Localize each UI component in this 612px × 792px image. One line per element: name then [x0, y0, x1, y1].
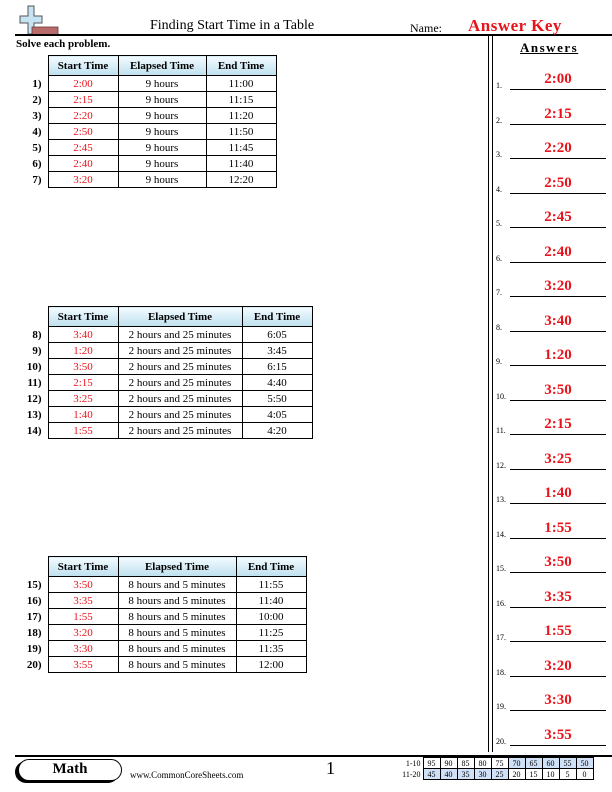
problem-number: 4) [32, 125, 42, 138]
score-cell: 65 [525, 758, 542, 769]
answer-item [496, 588, 606, 608]
start-time-cell: 3:50 [48, 577, 118, 593]
start-time-header: Start Time [48, 557, 118, 577]
problem-number: 10) [26, 360, 42, 373]
answer-item [496, 450, 606, 470]
elapsed-time-cell: 2 hours and 25 minutes [118, 407, 242, 423]
start-time-cell: 2:00 [48, 76, 118, 92]
answer-item [496, 105, 606, 125]
problem-table-1 [20, 55, 277, 188]
answer-number: 16. [496, 598, 506, 608]
problem-number: 5) [32, 141, 42, 154]
answer-value: 1:55 [544, 623, 572, 639]
answer-value: 1:40 [544, 485, 572, 501]
answer-number: 5. [496, 219, 502, 228]
problem-number: 2) [32, 93, 42, 106]
answer-blank [510, 158, 606, 159]
answer-item [496, 519, 606, 539]
instructions: Solve each problem. [16, 38, 111, 50]
elapsed-time-cell: 9 hours [118, 124, 206, 140]
start-time-cell: 1:40 [48, 407, 118, 423]
plus-logo-icon [15, 5, 60, 35]
elapsed-time-header: Elapsed Time [118, 56, 206, 76]
problem-table-3 [20, 556, 307, 673]
score-cell: 20 [508, 769, 525, 780]
end-time-cell: 11:40 [236, 593, 306, 609]
answer-blank [510, 503, 606, 504]
end-time-cell: 5:50 [242, 391, 312, 407]
site-url: www.CommonCoreSheets.com [130, 770, 244, 780]
answer-value: 3:55 [544, 726, 572, 743]
problem-number: 13) [26, 408, 42, 421]
answer-item [496, 622, 606, 642]
elapsed-time-cell: 8 hours and 5 minutes [118, 641, 236, 657]
score-cell: 80 [474, 758, 491, 769]
answer-number: 7. [496, 288, 502, 297]
end-time-cell: 4:20 [242, 423, 312, 439]
answer-blank [510, 745, 606, 746]
score-cell: 55 [559, 758, 576, 769]
name-label: Name: [410, 21, 442, 35]
table-row [20, 327, 312, 343]
answer-blank [510, 331, 606, 332]
answer-blank [510, 400, 606, 401]
elapsed-time-cell: 9 hours [118, 140, 206, 156]
end-time-cell: 4:40 [242, 375, 312, 391]
answer-number: 4. [496, 184, 502, 194]
score-cell: 45 [423, 769, 440, 780]
score-cell: 90 [440, 758, 457, 769]
problem-number: 20) [26, 658, 42, 671]
table-row [20, 391, 312, 407]
score-cell: 35 [457, 769, 474, 780]
start-time-cell: 2:15 [48, 92, 118, 108]
answer-blank [510, 365, 606, 366]
elapsed-time-cell: 8 hours and 5 minutes [118, 577, 236, 593]
answer-value: 3:40 [544, 312, 572, 329]
answer-item [496, 139, 606, 159]
problem-number: 7) [32, 173, 42, 186]
problem-number: 8) [32, 328, 42, 341]
answer-item [496, 346, 606, 366]
answers-title: Answers [520, 40, 579, 55]
answer-value: 3:20 [544, 278, 572, 294]
answer-item [496, 70, 606, 90]
table-row [20, 641, 306, 657]
answer-item [496, 415, 606, 435]
elapsed-time-cell: 9 hours [118, 156, 206, 172]
answer-value: 1:55 [544, 519, 572, 536]
elapsed-time-cell: 8 hours and 5 minutes [118, 609, 236, 625]
blank-header [20, 557, 48, 577]
answer-number: 18. [496, 667, 506, 677]
problem-number: 18) [26, 626, 42, 639]
end-time-cell: 4:05 [242, 407, 312, 423]
score-cell: 15 [525, 769, 542, 780]
start-time-cell: 1:55 [48, 609, 118, 625]
start-time-cell: 3:30 [48, 641, 118, 657]
table-row [20, 625, 306, 641]
score-cell: 60 [542, 758, 559, 769]
table-row [20, 375, 312, 391]
start-time-cell: 2:40 [48, 156, 118, 172]
answer-blank [510, 89, 606, 90]
answer-item [496, 553, 606, 573]
answer-value: 3:50 [544, 381, 572, 398]
table-row [20, 359, 312, 375]
score-cell: 5 [559, 769, 576, 780]
table-row [20, 593, 306, 609]
end-time-cell: 11:35 [236, 641, 306, 657]
table-row [20, 343, 312, 359]
answer-number: 13. [496, 495, 506, 504]
answer-value: 3:20 [544, 657, 572, 674]
answer-item [496, 312, 606, 332]
start-time-cell: 3:40 [48, 327, 118, 343]
start-time-cell: 3:20 [48, 625, 118, 641]
answer-number: 15. [496, 564, 506, 573]
answer-number: 2. [496, 115, 502, 125]
elapsed-time-cell: 9 hours [118, 76, 206, 92]
end-time-cell: 12:20 [206, 172, 276, 188]
score-cell: 25 [491, 769, 508, 780]
answer-item [496, 484, 606, 504]
table-row [20, 172, 276, 188]
answer-value: 2:20 [544, 140, 572, 156]
worksheet-title: Finding Start Time in a Table [150, 18, 315, 33]
table-row [20, 124, 276, 140]
end-time-cell: 11:55 [236, 577, 306, 593]
problem-number: 12) [26, 392, 42, 405]
answer-value: 2:45 [544, 209, 572, 225]
name-value: Answer Key [468, 16, 562, 35]
answer-item [496, 657, 606, 677]
elapsed-time-cell: 2 hours and 25 minutes [118, 375, 242, 391]
table-row [20, 657, 306, 673]
answer-item [496, 691, 606, 711]
start-time-cell: 2:15 [48, 375, 118, 391]
elapsed-time-cell: 8 hours and 5 minutes [118, 593, 236, 609]
answer-value: 3:30 [544, 692, 572, 708]
elapsed-time-cell: 9 hours [118, 108, 206, 124]
answer-blank [510, 538, 606, 539]
answer-blank [510, 262, 606, 263]
table-row [20, 156, 276, 172]
elapsed-time-cell: 2 hours and 25 minutes [118, 343, 242, 359]
end-time-cell: 11:25 [236, 625, 306, 641]
blank-header [20, 56, 48, 76]
table-row [20, 140, 276, 156]
end-time-cell: 10:00 [236, 609, 306, 625]
start-time-header: Start Time [48, 56, 118, 76]
score-cell: 10 [542, 769, 559, 780]
elapsed-time-header: Elapsed Time [118, 307, 242, 327]
score-cell: 85 [457, 758, 474, 769]
start-time-cell: 3:55 [48, 657, 118, 673]
problem-number: 1) [32, 77, 42, 90]
answer-value: 2:00 [544, 71, 572, 87]
answer-number: 9. [496, 357, 502, 366]
problem-number: 9) [32, 344, 42, 357]
score-cell: 50 [576, 758, 593, 769]
elapsed-time-header: Elapsed Time [118, 557, 236, 577]
answer-number: 3. [496, 150, 502, 159]
answer-number: 12. [496, 460, 506, 470]
start-time-cell: 1:55 [48, 423, 118, 439]
score-cell: 75 [491, 758, 508, 769]
answer-value: 3:25 [544, 450, 572, 467]
score-cell: 70 [508, 758, 525, 769]
problem-number: 11) [27, 376, 42, 389]
start-time-cell: 2:45 [48, 140, 118, 156]
score-row [395, 758, 593, 769]
answer-blank [510, 641, 606, 642]
answer-column-divider [488, 36, 493, 752]
answer-value: 2:15 [544, 416, 572, 432]
subject-badge: Math [18, 759, 122, 781]
table-row [20, 577, 306, 593]
answer-blank [510, 469, 606, 470]
end-time-cell: 11:00 [206, 76, 276, 92]
score-row [395, 769, 593, 780]
answer-blank [510, 676, 606, 677]
answer-number: 20. [496, 736, 506, 746]
start-time-cell: 3:50 [48, 359, 118, 375]
elapsed-time-cell: 2 hours and 25 minutes [118, 423, 242, 439]
answer-value: 3:35 [544, 588, 572, 605]
score-cell: 30 [474, 769, 491, 780]
problem-number: 15) [26, 578, 42, 591]
answer-number: 10. [496, 391, 506, 401]
elapsed-time-cell: 2 hours and 25 minutes [118, 391, 242, 407]
score-cell: 95 [423, 758, 440, 769]
end-time-header: End Time [236, 557, 306, 577]
elapsed-time-cell: 9 hours [118, 172, 206, 188]
end-time-cell: 11:40 [206, 156, 276, 172]
score-range-label: 1-10 [405, 758, 421, 768]
answer-blank [510, 710, 606, 711]
start-time-cell: 1:20 [48, 343, 118, 359]
end-time-cell: 11:15 [206, 92, 276, 108]
answer-value: 2:50 [544, 174, 572, 191]
answer-number: 8. [496, 322, 502, 332]
problem-number: 6) [32, 157, 42, 170]
answer-number: 14. [496, 529, 506, 539]
end-time-cell: 12:00 [236, 657, 306, 673]
answer-item [496, 381, 606, 401]
answer-blank [510, 124, 606, 125]
problem-number: 14) [26, 424, 42, 437]
elapsed-time-cell: 2 hours and 25 minutes [118, 327, 242, 343]
answer-value: 2:15 [544, 105, 572, 122]
end-time-cell: 3:45 [242, 343, 312, 359]
answer-blank [510, 607, 606, 608]
answer-item [496, 243, 606, 263]
score-range-label: 11-20 [402, 769, 421, 779]
table-row [20, 92, 276, 108]
problem-number: 16) [26, 594, 42, 607]
start-time-cell: 3:35 [48, 593, 118, 609]
answer-value: 3:50 [544, 554, 572, 570]
table-row [20, 108, 276, 124]
problem-table-2 [20, 306, 313, 439]
start-time-cell: 3:25 [48, 391, 118, 407]
answer-blank [510, 572, 606, 573]
end-time-header: End Time [242, 307, 312, 327]
start-time-cell: 2:20 [48, 108, 118, 124]
answer-item [496, 174, 606, 194]
score-cell: 0 [576, 769, 593, 780]
elapsed-time-cell: 2 hours and 25 minutes [118, 359, 242, 375]
start-time-header: Start Time [48, 307, 118, 327]
blank-header [20, 307, 48, 327]
answer-number: 19. [496, 702, 506, 711]
end-time-cell: 11:20 [206, 108, 276, 124]
answer-value: 1:20 [544, 347, 572, 363]
end-time-cell: 6:05 [242, 327, 312, 343]
end-time-cell: 11:50 [206, 124, 276, 140]
end-time-cell: 11:45 [206, 140, 276, 156]
table-row [20, 76, 276, 92]
answer-number: 11. [496, 426, 506, 435]
answer-blank [510, 296, 606, 297]
end-time-cell: 6:15 [242, 359, 312, 375]
answer-item [496, 277, 606, 297]
elapsed-time-cell: 8 hours and 5 minutes [118, 625, 236, 641]
score-table [395, 757, 594, 780]
start-time-cell: 2:50 [48, 124, 118, 140]
answer-item [496, 208, 606, 228]
problem-number: 17) [26, 610, 42, 623]
answer-item [496, 726, 606, 746]
table-row [20, 407, 312, 423]
problem-number: 19) [26, 642, 42, 655]
answer-value: 2:40 [544, 243, 572, 260]
elapsed-time-cell: 8 hours and 5 minutes [118, 657, 236, 673]
answer-blank [510, 193, 606, 194]
table-row [20, 423, 312, 439]
answer-number: 1. [496, 81, 502, 90]
problem-number: 3) [32, 109, 42, 122]
answer-number: 6. [496, 253, 502, 263]
end-time-header: End Time [206, 56, 276, 76]
start-time-cell: 3:20 [48, 172, 118, 188]
answer-number: 17. [496, 633, 506, 642]
page-number: 1 [326, 758, 335, 778]
answer-blank [510, 434, 606, 435]
elapsed-time-cell: 9 hours [118, 92, 206, 108]
score-cell: 40 [440, 769, 457, 780]
answer-blank [510, 227, 606, 228]
table-row [20, 609, 306, 625]
